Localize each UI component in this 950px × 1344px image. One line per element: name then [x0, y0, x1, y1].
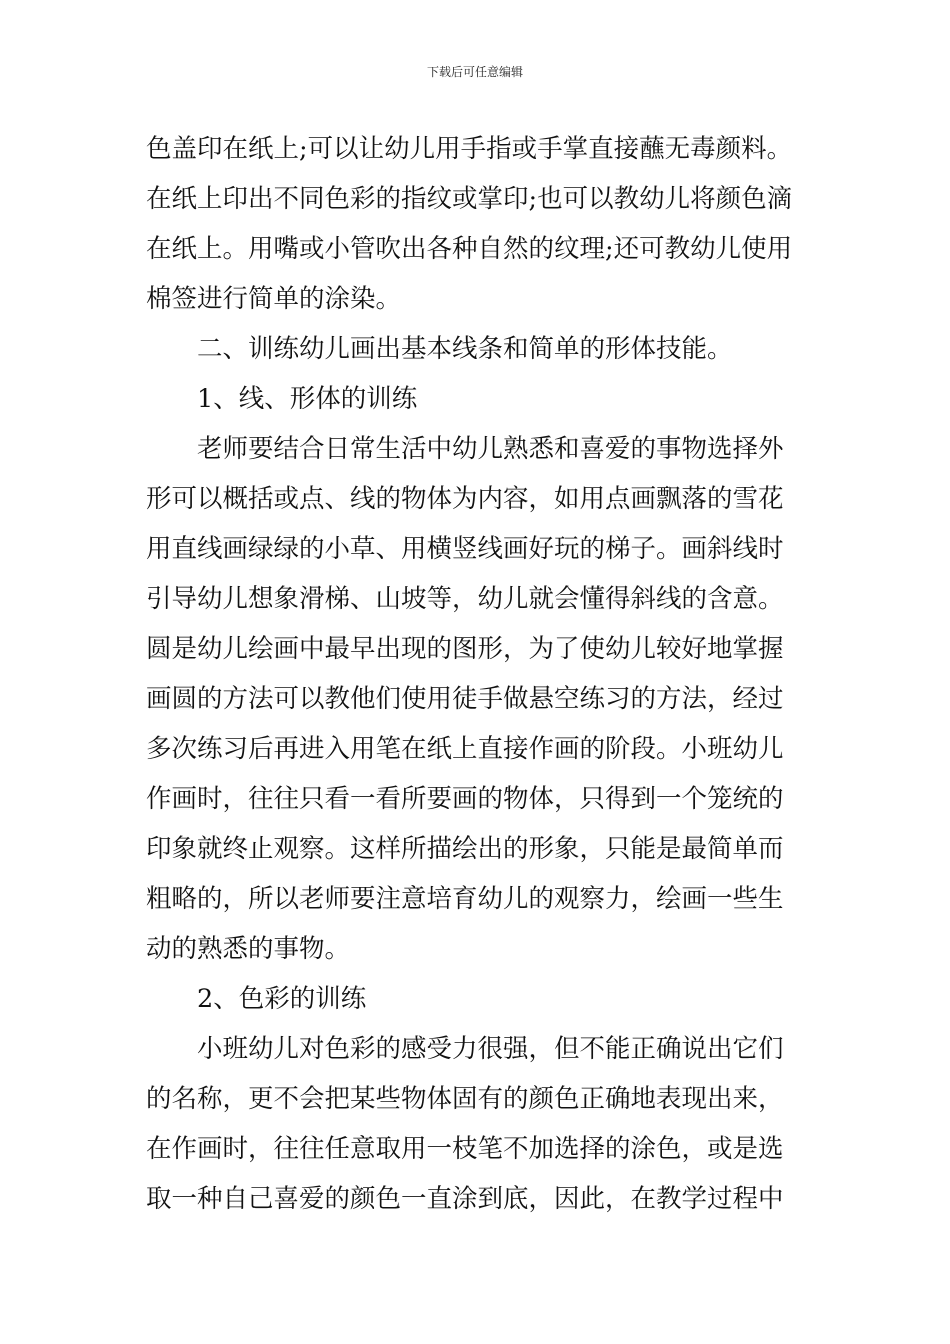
text-line: 色盖印在纸上;可以让幼儿用手指或手掌直接蘸无毒颜料。: [146, 134, 793, 164]
text-line: 形可以概括或点、线的物体为内容，如用点画飘落的雪花: [146, 484, 784, 514]
section-heading: 二、训练幼儿画出基本线条和简单的形体技能。: [197, 334, 733, 364]
text-line: 在作画时，往往任意取用一枝笔不加选择的涂色，或是选: [146, 1134, 784, 1164]
text-line: 用直线画绿绿的小草、用横竖线画好玩的梯子。画斜线时: [146, 534, 784, 564]
text-line: 引导幼儿想象滑梯、山坡等，幼儿就会懂得斜线的含意。: [146, 584, 784, 614]
subsection-heading: 1、线、形体的训练: [197, 384, 418, 414]
text-line: 作画时，往往只看一看所要画的物体，只得到一个笼统的: [146, 784, 784, 814]
text-line: 的名称，更不会把某些物体固有的颜色正确地表现出来，: [146, 1084, 784, 1114]
text-line: 棉签进行简单的涂染。: [146, 284, 402, 314]
text-line: 多次练习后再进入用笔在纸上直接作画的阶段。小班幼儿: [146, 734, 784, 764]
page-header: 下载后可任意编辑: [426, 65, 523, 79]
text-line: 在纸上。用嘴或小管吹出各种自然的纹理;还可教幼儿使用: [146, 234, 793, 264]
text-line: 在纸上印出不同色彩的指纹或掌印;也可以教幼儿将颜色滴: [146, 184, 793, 214]
body-text: [146, 124, 806, 1224]
subsection-heading: 2、色彩的训练: [197, 984, 367, 1014]
text-line: 圆是幼儿绘画中最早出现的图形，为了使幼儿较好地掌握: [146, 634, 784, 664]
text-line: 动的熟悉的事物。: [146, 934, 351, 964]
text-line: 取一种自己喜爱的颜色一直涂到底，因此，在教学过程中: [146, 1184, 784, 1214]
text-line: 粗略的，所以老师要注意培育幼儿的观察力，绘画一些生: [146, 884, 784, 914]
text-line: 印象就终止观察。这样所描绘出的形象，只能是最简单而: [146, 834, 784, 864]
text-line: 老师要结合日常生活中幼儿熟悉和喜爱的事物选择外: [197, 434, 784, 464]
text-line: 画圆的方法可以教他们使用徒手做悬空练习的方法，经过: [146, 684, 784, 714]
text-line: 小班幼儿对色彩的感受力很强，但不能正确说出它们: [197, 1034, 784, 1064]
